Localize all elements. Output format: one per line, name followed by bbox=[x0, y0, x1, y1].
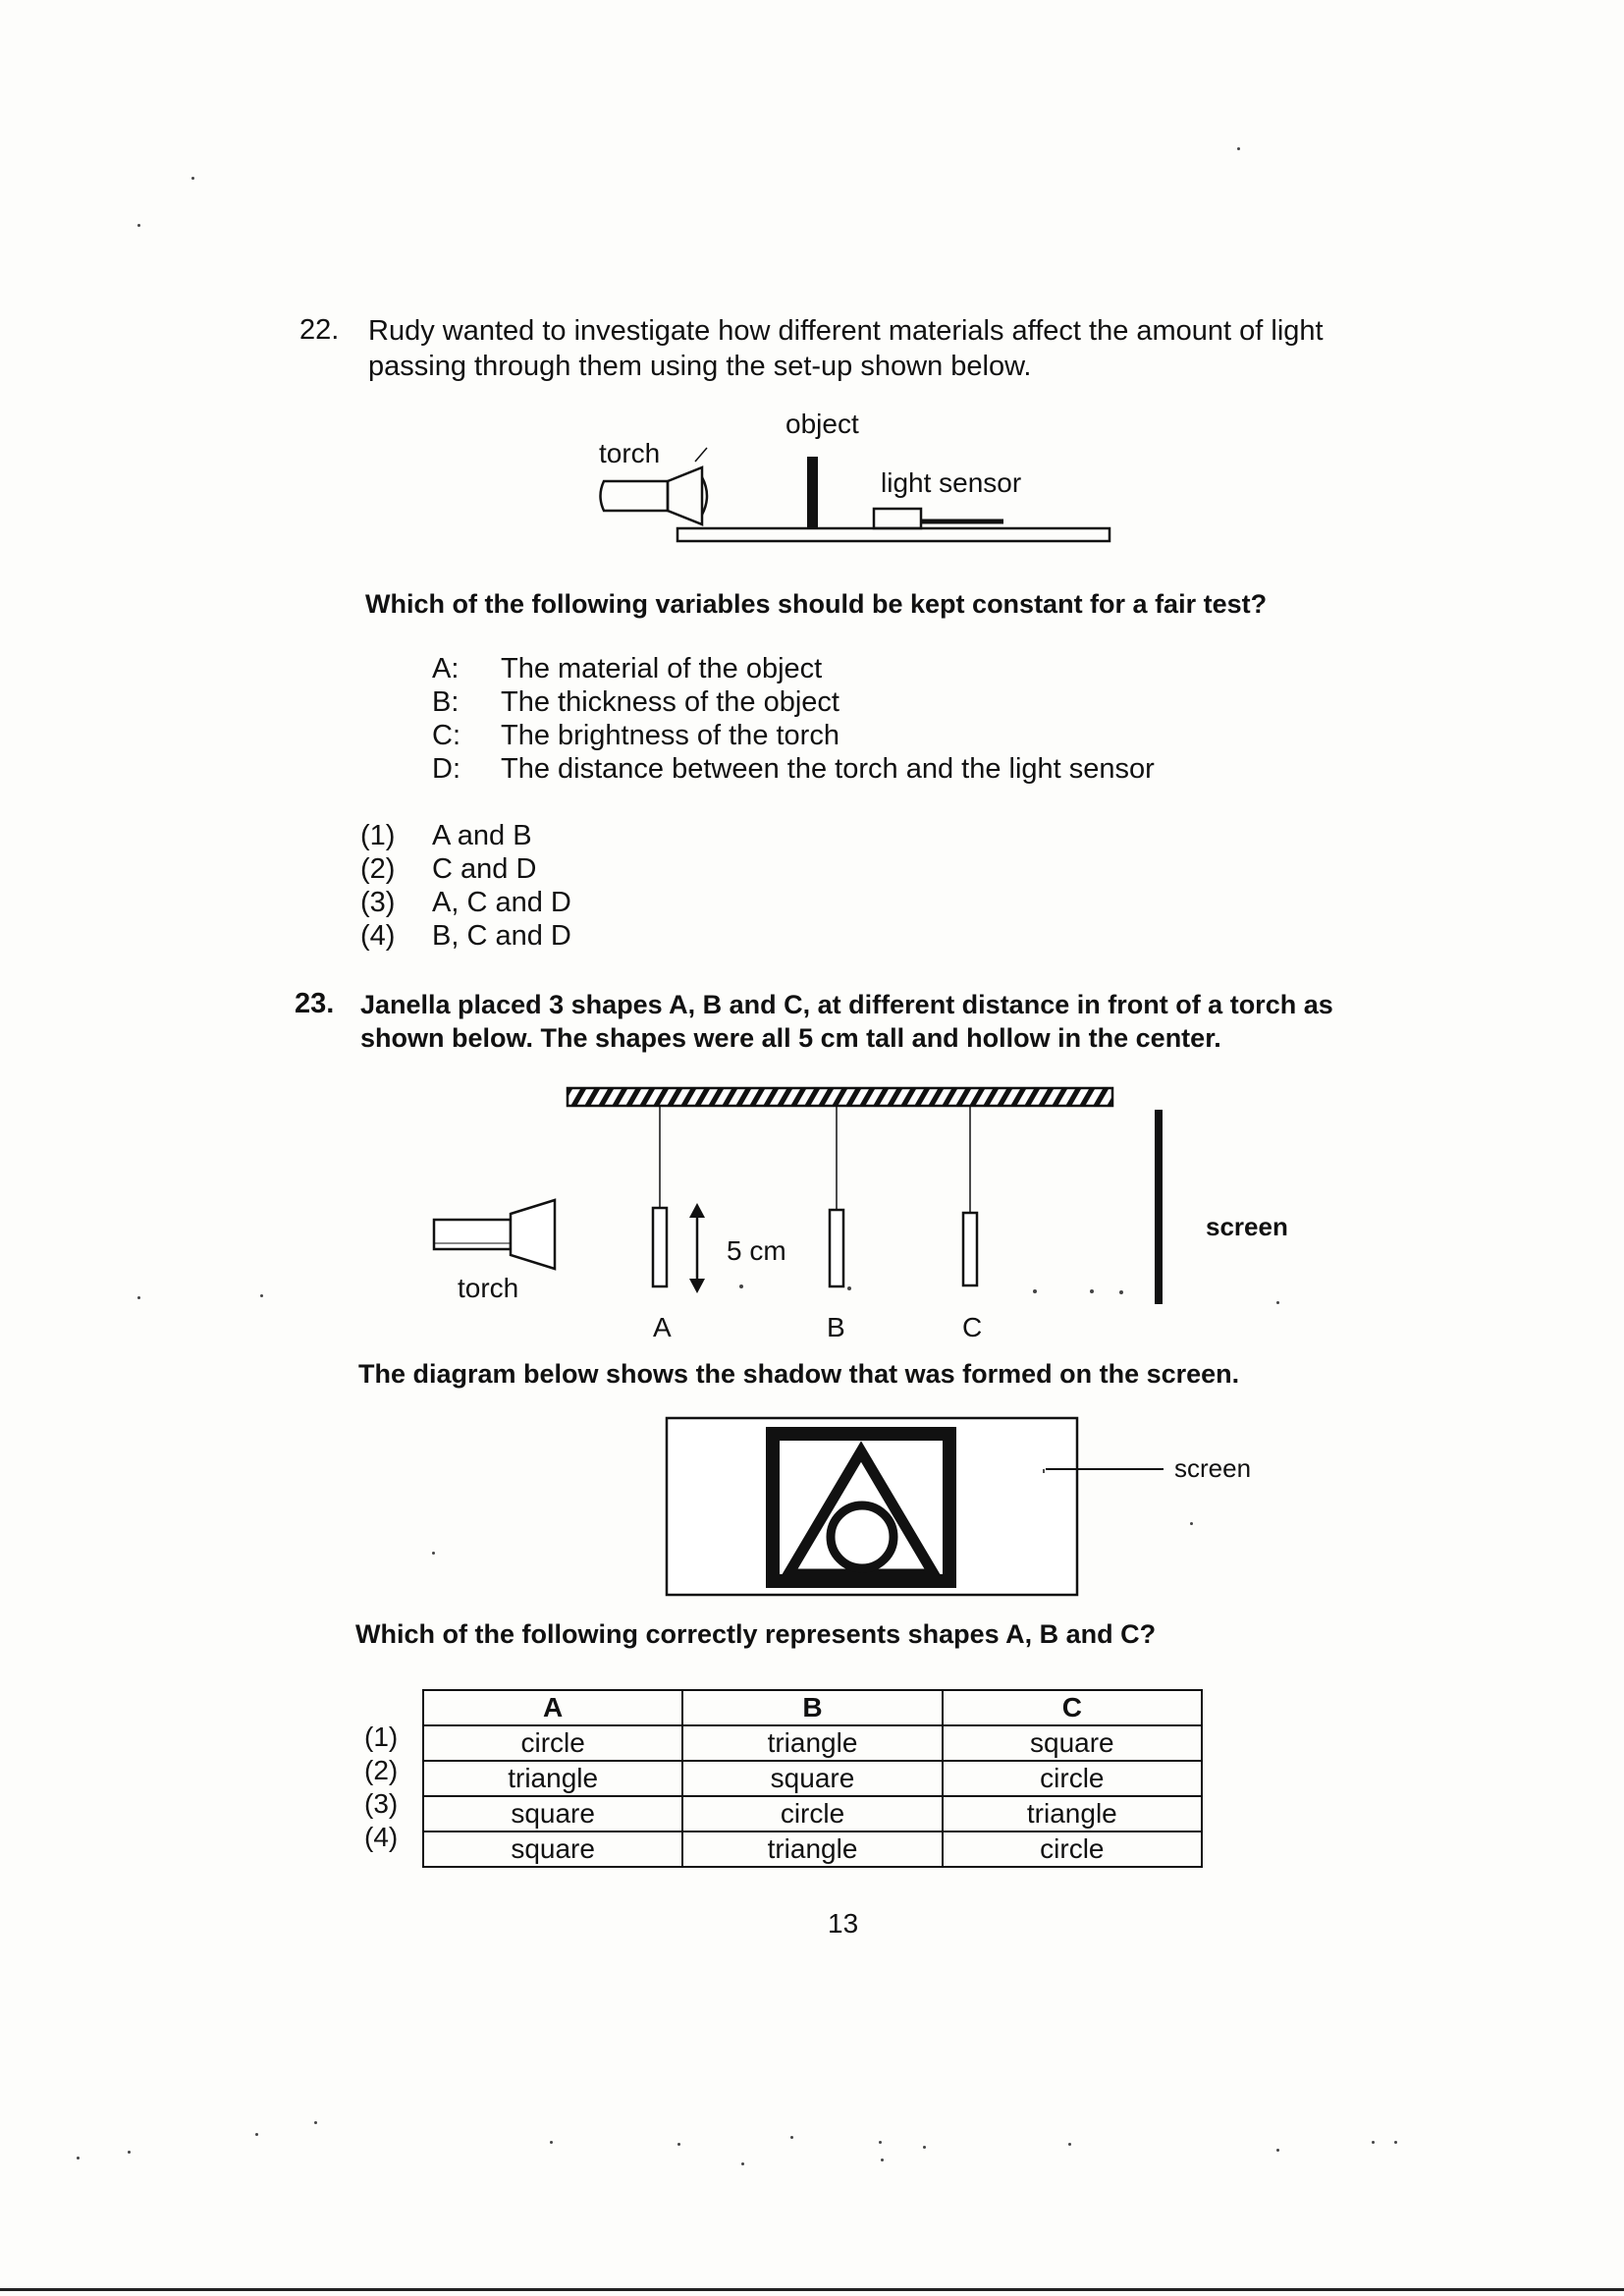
statement-text: The thickness of the object bbox=[501, 686, 839, 718]
q23-screen bbox=[1155, 1110, 1163, 1304]
statement-key: A: bbox=[432, 653, 460, 684]
light-sensor-box bbox=[874, 509, 921, 528]
base-plank bbox=[677, 528, 1110, 541]
column-header: C bbox=[943, 1690, 1202, 1725]
table-row[interactable] bbox=[423, 1725, 1202, 1761]
height-arrow-icon bbox=[689, 1203, 705, 1293]
shape-label-A: A bbox=[653, 1312, 672, 1342]
shape-B bbox=[830, 1210, 843, 1286]
q22-torch-label: torch bbox=[599, 438, 661, 468]
option-number[interactable]: (3) bbox=[360, 887, 396, 918]
shape-label-B: B bbox=[827, 1312, 845, 1342]
q23-torch-icon bbox=[434, 1200, 555, 1269]
option-text[interactable]: A, C and D bbox=[432, 887, 571, 918]
q22-light-sensor-label: light sensor bbox=[881, 467, 1022, 498]
shape-A bbox=[653, 1208, 667, 1286]
q23-screen-label: screen bbox=[1206, 1212, 1288, 1241]
option-number[interactable]: (2) bbox=[360, 853, 396, 885]
row-number[interactable]: (4) bbox=[364, 1822, 399, 1852]
table-cell: circle bbox=[423, 1725, 682, 1761]
table-header-row bbox=[423, 1690, 1202, 1725]
row-number[interactable]: (3) bbox=[364, 1788, 399, 1819]
row-number[interactable]: (1) bbox=[364, 1722, 399, 1752]
statement-text: The distance between the torch and the light sensor bbox=[501, 753, 1155, 785]
answer-table bbox=[422, 1689, 1203, 1868]
table-row[interactable] bbox=[423, 1796, 1202, 1831]
option-text[interactable]: C and D bbox=[432, 853, 537, 885]
column-header: A bbox=[423, 1690, 682, 1725]
shadow-screen-label: screen bbox=[1174, 1453, 1252, 1483]
table-cell: triangle bbox=[423, 1761, 682, 1796]
ceiling-bar bbox=[568, 1088, 1112, 1106]
q22-object-label: object bbox=[785, 409, 859, 439]
table-cell: square bbox=[423, 1796, 682, 1831]
q22-text-line2: passing through them using the set-up shown below. bbox=[368, 351, 1032, 382]
option-number[interactable]: (1) bbox=[360, 820, 396, 851]
shadow-screen-diagram bbox=[663, 1414, 1173, 1601]
statement-text: The material of the object bbox=[501, 653, 823, 684]
table-cell: triangle bbox=[682, 1831, 942, 1867]
statement-key: D: bbox=[432, 753, 460, 785]
q23-question: Which of the following correctly represents shapes A, B and C? bbox=[355, 1619, 1157, 1649]
table-row[interactable] bbox=[423, 1761, 1202, 1796]
option-text[interactable]: A and B bbox=[432, 820, 532, 851]
table-cell: triangle bbox=[943, 1796, 1202, 1831]
table-cell: circle bbox=[943, 1761, 1202, 1796]
q23-torch-label: torch bbox=[458, 1273, 519, 1303]
statement-key: B: bbox=[432, 686, 460, 718]
table-cell: circle bbox=[943, 1831, 1202, 1867]
shape-C bbox=[963, 1213, 977, 1285]
q22-number: 22. bbox=[299, 314, 340, 346]
page-number: 13 bbox=[828, 1908, 859, 1939]
table-cell: triangle bbox=[682, 1725, 942, 1761]
table-cell: square bbox=[682, 1761, 942, 1796]
row-number[interactable]: (2) bbox=[364, 1755, 399, 1785]
bottom-edge-line bbox=[0, 2288, 1624, 2291]
q23-height-label: 5 cm bbox=[727, 1235, 786, 1266]
option-number[interactable]: (4) bbox=[360, 920, 396, 952]
column-header: B bbox=[682, 1690, 942, 1725]
q23-text-line2: shown below. The shapes were all 5 cm tall and hollow in the center. bbox=[360, 1023, 1221, 1053]
table-cell: square bbox=[423, 1831, 682, 1867]
shape-label-C: C bbox=[962, 1312, 983, 1342]
q23-text-line1: Janella placed 3 shapes A, B and C, at different distance in front of a torch as bbox=[360, 990, 1333, 1019]
q22-text-line1: Rudy wanted to investigate how different materials affect the amount of light bbox=[368, 315, 1324, 347]
object-block bbox=[807, 457, 818, 528]
q22-question: Which of the following variables should be kept constant for a fair test? bbox=[365, 589, 1268, 619]
table-cell: circle bbox=[682, 1796, 942, 1831]
table-cell: square bbox=[943, 1725, 1202, 1761]
q23-setup-diagram bbox=[412, 1070, 1198, 1326]
statement-text: The brightness of the torch bbox=[501, 720, 839, 751]
q23-number: 23. bbox=[295, 988, 335, 1019]
option-text[interactable]: B, C and D bbox=[432, 920, 571, 952]
statement-key: C: bbox=[432, 720, 460, 751]
table-row[interactable] bbox=[423, 1831, 1202, 1867]
q23-shadow-text: The diagram below shows the shadow that was formed on the screen. bbox=[358, 1359, 1240, 1389]
